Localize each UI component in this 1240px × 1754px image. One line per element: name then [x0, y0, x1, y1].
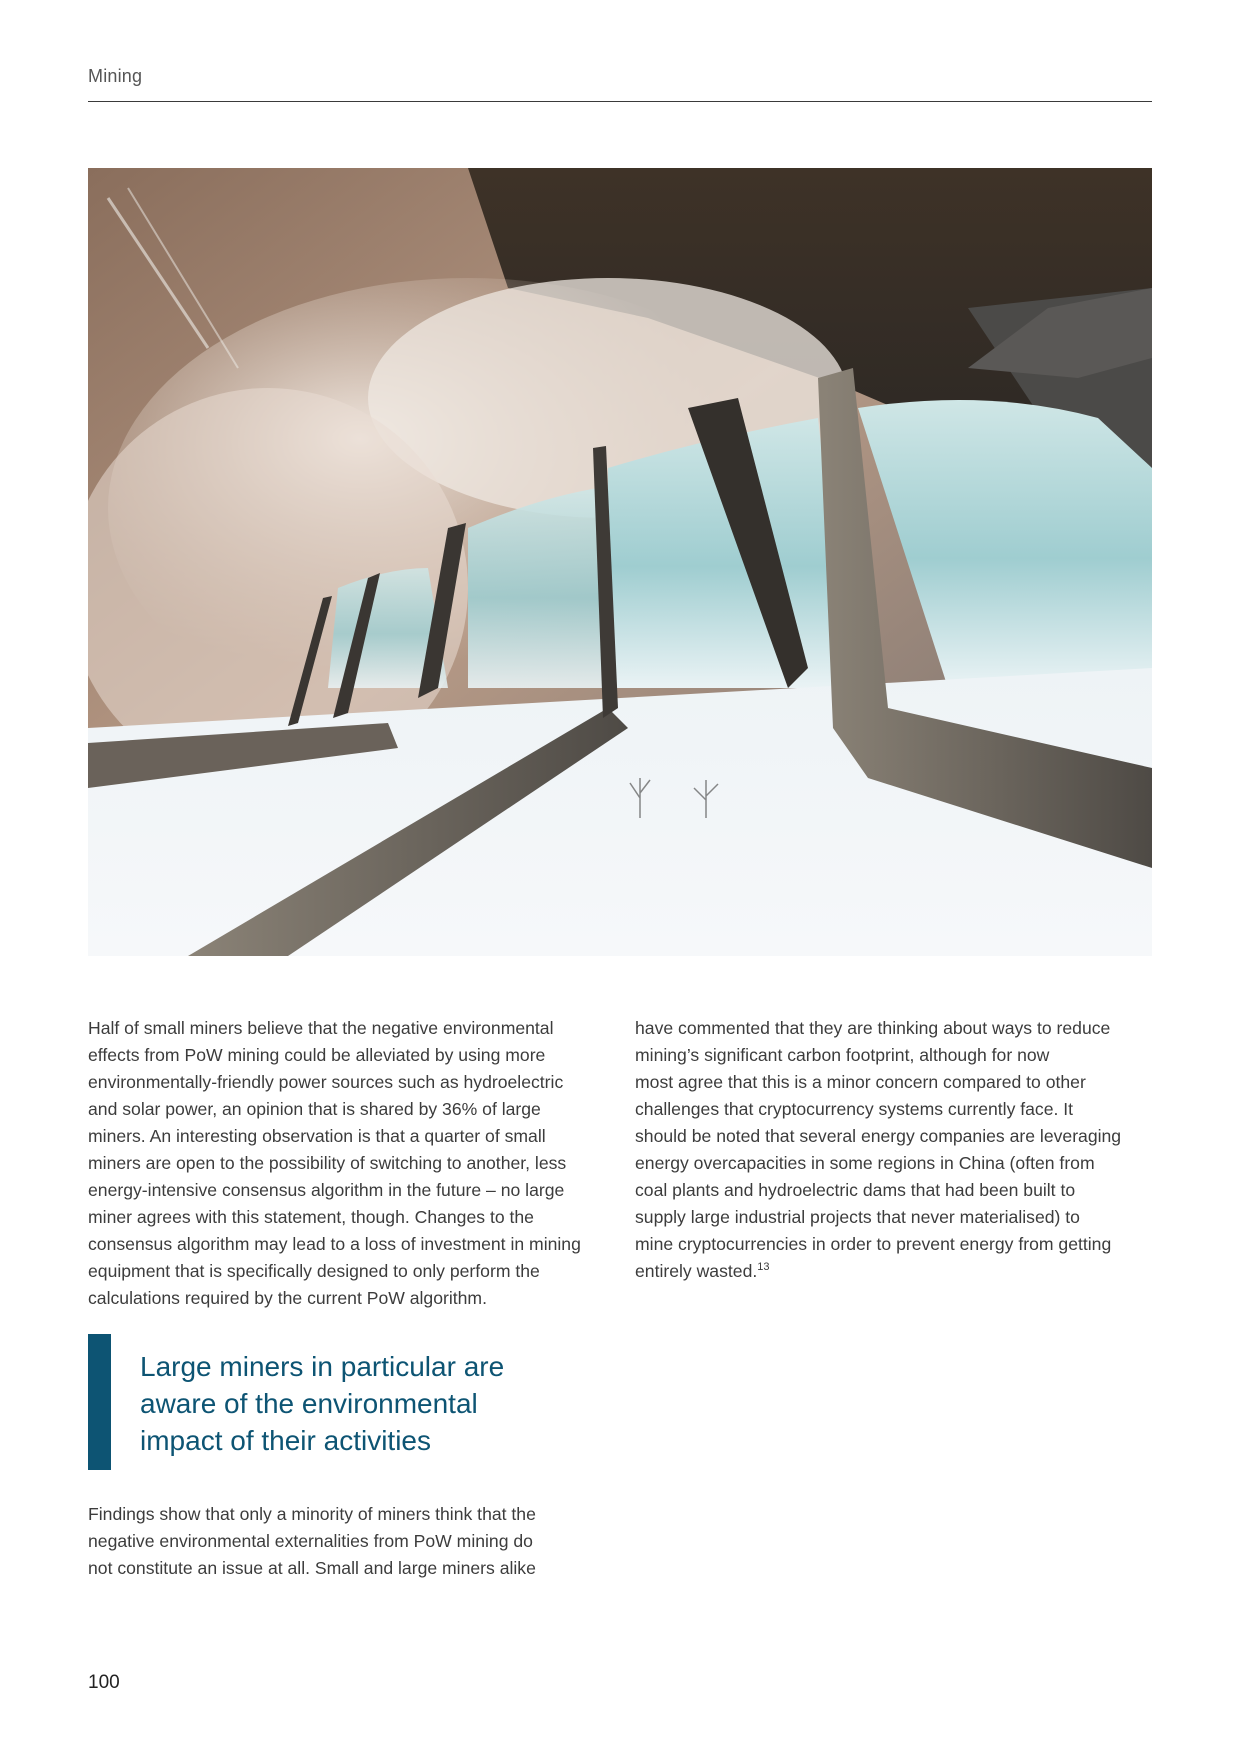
pull-quote-bar — [88, 1334, 111, 1470]
right-column-paragraph — [635, 1015, 1160, 1285]
photo-illustration — [88, 168, 1152, 956]
body-right-column — [635, 1015, 1160, 1285]
page-number: 100 — [88, 1672, 120, 1693]
pull-quote — [88, 1334, 558, 1470]
right-column-text: have commented that they are thinking about ways to reduce mining’s significant carbon footprint, although for now most agree that this is a minor concern compared to other challenges that cryptocurrency systems currently face. It should be noted that several energy companies are leveraging energy overcapacities in some regions in China (often from coal plants and hydroelectric dams that had been built to supply large industrial projects that never materialised) to mine cryptocurrencies in order to prevent energy from getting entirely wasted. — [635, 1018, 1122, 1281]
left-column-paragraph: Half of small miners believe that the negative environmental effects from PoW mining could be alleviated by using more environmentally-friendly power sources such as hydroelectric and solar power, an opinion that is shared by 36% of large miners. An interesting observation is that a quarter of small miners are open to the possibility of switching to another, less energy-intensive consensus algorithm in the future – no large miner agrees with this statement, though. Changes to the consensus algorithm may lead to a loss of investment in mining equipment that is specifically designed to only perform the calculations required by the current PoW algorithm. — [88, 1018, 581, 1308]
header-rule — [88, 101, 1152, 102]
dam-spillway-photo — [88, 168, 1152, 956]
footnote-marker: 13 — [757, 1261, 770, 1274]
after-quote-paragraph: Findings show that only a minority of miners think that the negative environmental externalities from PoW mining do not constitute an issue at all. Small and large miners alike — [88, 1504, 536, 1578]
body-left-column — [88, 1015, 618, 1312]
header-section-label: Mining — [88, 66, 143, 86]
body-after-quote — [88, 1501, 618, 1582]
pull-quote-text: Large miners in particular are aware of the environmental impact of their activities — [140, 1351, 505, 1456]
